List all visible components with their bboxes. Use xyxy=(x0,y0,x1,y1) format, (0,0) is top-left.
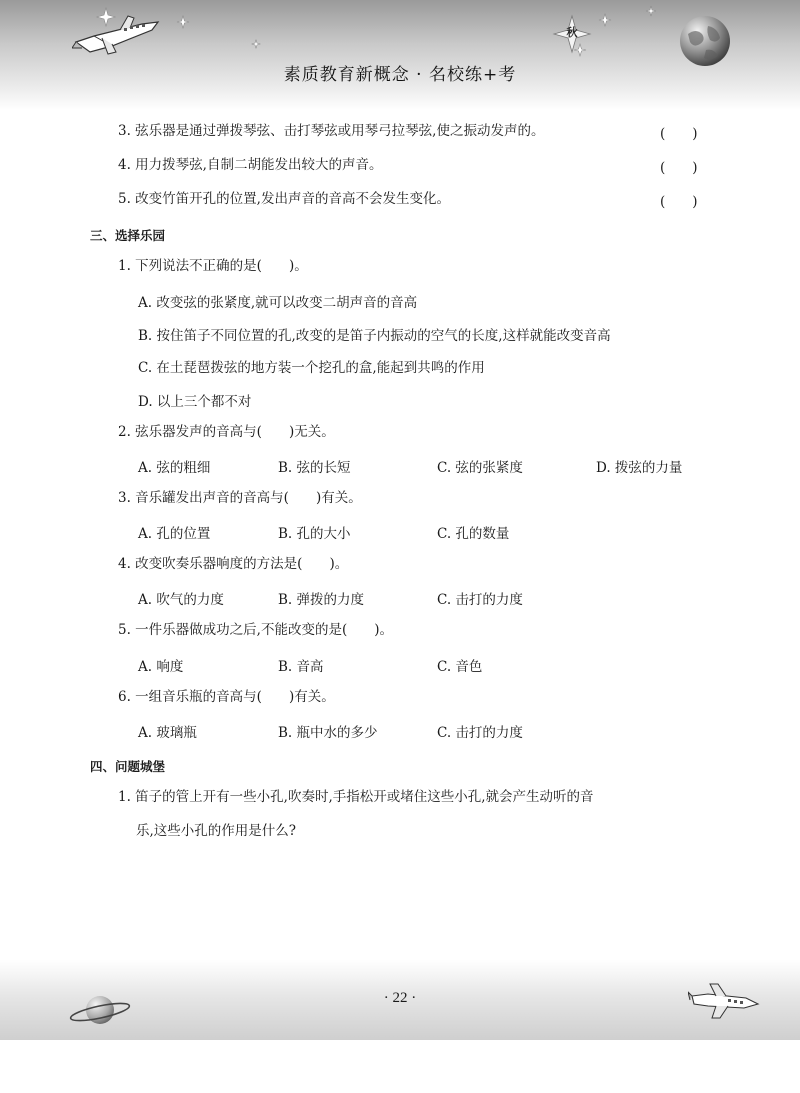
judgment-item-4: 4. 用力拨琴弦,自制二胡能发出较大的声音。 xyxy=(118,157,383,173)
question-6-option-a: A. 玻璃瓶 xyxy=(138,725,197,741)
header-title: 素质教育新概念 · 名校练+考 xyxy=(283,65,517,85)
question-5-option-c: C. 音色 xyxy=(437,659,483,675)
question-2-option-a: A. 弦的粗细 xyxy=(138,460,211,476)
question-1-option-c: C. 在土琵琶拨弦的地方装一个挖孔的盒,能起到共鸣的作用 xyxy=(138,360,485,376)
answer-paren-3: ( ) xyxy=(660,126,698,142)
answer-paren-4: ( ) xyxy=(660,160,698,176)
question-stem-3: 3. 音乐罐发出声音的音高与( )有关。 xyxy=(118,490,362,506)
question-stem-2: 2. 弦乐器发声的音高与( )无关。 xyxy=(118,424,335,440)
question-1-option-d: D. 以上三个都不对 xyxy=(138,394,252,410)
question-4-option-c: C. 击打的力度 xyxy=(437,592,523,608)
ringed-planet-icon xyxy=(68,990,132,1030)
section-heading-choice: 三、选择乐园 xyxy=(90,228,166,243)
judgment-item-5: 5. 改变竹笛开孔的位置,发出声音的音高不会发生变化。 xyxy=(118,191,450,207)
season-label: 秋 xyxy=(566,26,578,39)
question-3-option-b: B. 孔的大小 xyxy=(278,526,351,542)
question-5-option-a: A. 响度 xyxy=(138,659,184,675)
question-6-option-b: B. 瓶中水的多少 xyxy=(278,725,378,741)
question-2-option-d: D. 拨弦的力量 xyxy=(596,460,683,476)
page-number: · 22 · xyxy=(383,990,417,1006)
question-2-option-b: B. 弦的长短 xyxy=(278,460,351,476)
question-4-option-a: A. 吹气的力度 xyxy=(138,592,224,608)
section-heading-problems: 四、问题城堡 xyxy=(90,759,166,774)
question-stem-1: 1. 下列说法不正确的是( )。 xyxy=(118,258,308,274)
question-1-option-b: B. 按住笛子不同位置的孔,改变的是笛子内振动的空气的长度,这样就能改变音高 xyxy=(138,328,611,344)
answer-paren-5: ( ) xyxy=(660,194,698,210)
question-5-option-b: B. 音高 xyxy=(278,659,324,675)
question-stem-4: 4. 改变吹奏乐器响度的方法是( )。 xyxy=(118,556,349,572)
space-shuttle-bottom-icon xyxy=(688,978,760,1022)
problem-1-line-1: 1. 笛子的管上开有一些小孔,吹奏时,手指松开或堵住这些小孔,就会产生动听的音 xyxy=(118,789,594,805)
space-shuttle-icon xyxy=(72,8,162,68)
judgment-item-3: 3. 弦乐器是通过弹拨琴弦、击打琴弦或用琴弓拉琴弦,使之振动发声的。 xyxy=(118,123,545,139)
question-6-option-c: C. 击打的力度 xyxy=(437,725,523,741)
question-stem-6: 6. 一组音乐瓶的音高与( )有关。 xyxy=(118,689,335,705)
question-stem-5: 5. 一件乐器做成功之后,不能改变的是( )。 xyxy=(118,622,393,638)
question-4-option-b: B. 弹拨的力度 xyxy=(278,592,365,608)
question-2-option-c: C. 弦的张紧度 xyxy=(437,460,523,476)
problem-1-line-2: 乐,这些小孔的作用是什么? xyxy=(136,823,297,839)
question-3-option-a: A. 孔的位置 xyxy=(138,526,211,542)
question-3-option-c: C. 孔的数量 xyxy=(437,526,510,542)
question-1-option-a: A. 改变弦的张紧度,就可以改变二胡声音的音高 xyxy=(138,295,418,311)
